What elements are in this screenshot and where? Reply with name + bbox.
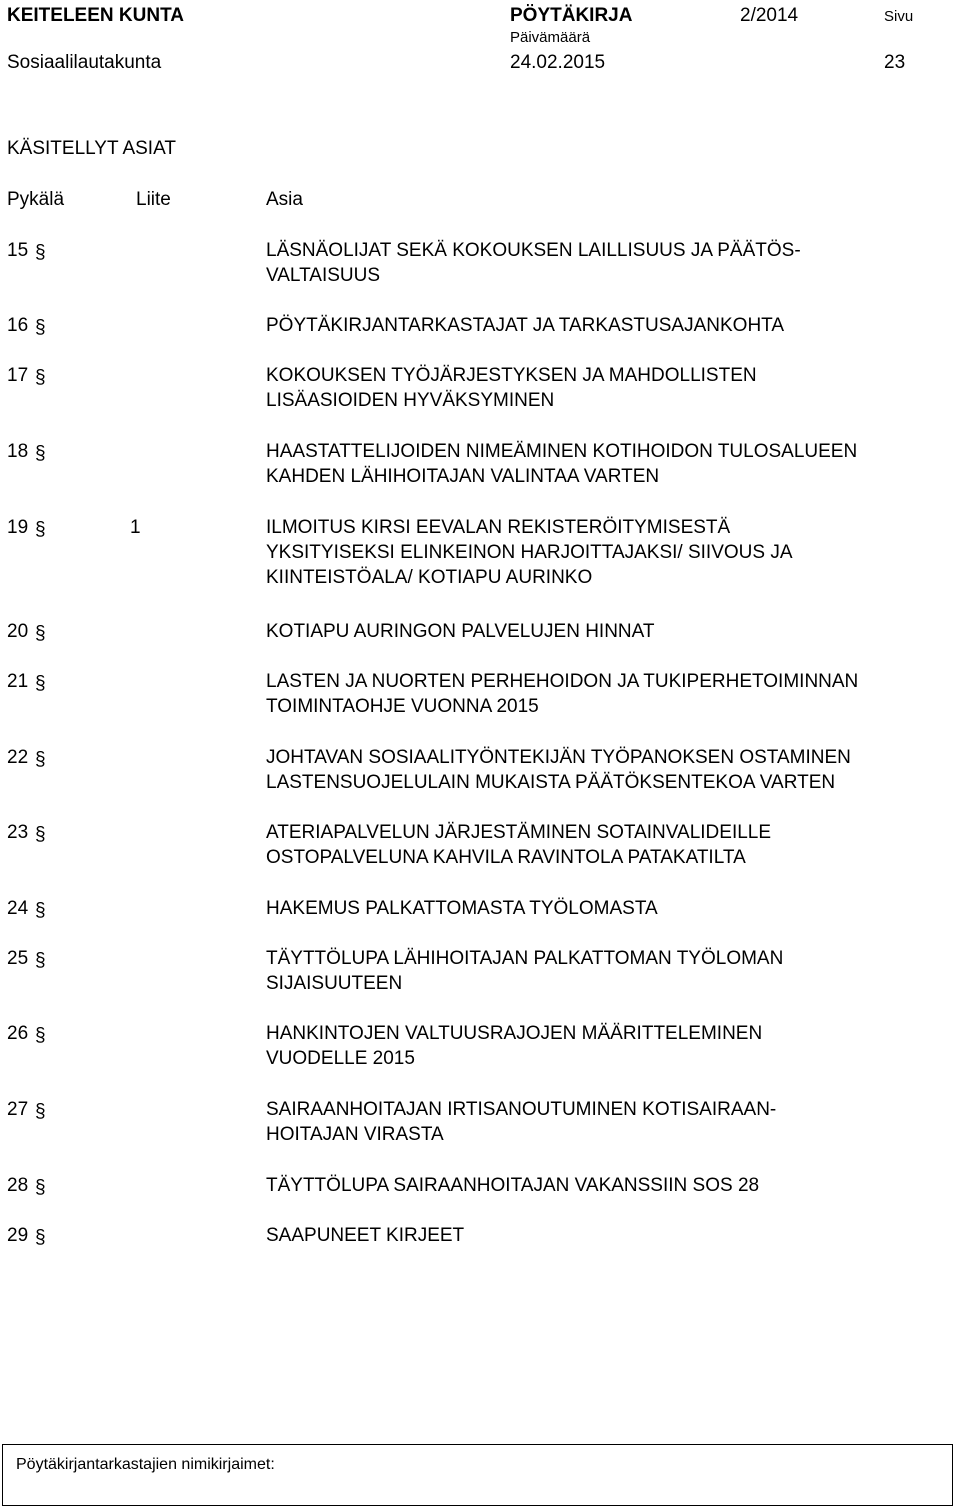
section-symbol: § <box>35 900 46 921</box>
page-label: Sivu <box>884 8 914 25</box>
paragraph-number: 26 <box>7 1023 29 1044</box>
attachment-number: 1 <box>130 517 141 538</box>
section-symbol: § <box>35 623 46 644</box>
section-symbol: § <box>35 1025 46 1046</box>
section-symbol: § <box>35 317 46 338</box>
section-title: KÄSITELLYT ASIAT <box>7 138 176 159</box>
section-symbol: § <box>35 1101 46 1122</box>
initials-box <box>2 1444 953 1506</box>
section-symbol: § <box>35 519 46 540</box>
item-title: LÄSNÄOLIJAT SEKÄ KOKOUKSEN LAILLISUUS JA PÄÄTÖS- VALTAISUUS <box>266 240 801 286</box>
paragraph-number: 20 <box>7 621 29 642</box>
paragraph-number: 15 <box>7 240 29 261</box>
paragraph-number: 17 <box>7 365 29 386</box>
column-paragraph: Pykälä <box>7 189 65 210</box>
paragraph-number: 16 <box>7 315 29 336</box>
document-number: 2/2014 <box>740 5 799 26</box>
section-symbol: § <box>35 443 46 464</box>
item-title: ILMOITUS KIRSI EEVALAN REKISTERÖITYMISESTÄ YKSITYISEKSI ELINKEINON HARJOITTAJAKSI/ SIIVOUS JA KIINTEISTÖALA/ KOTIAPU AURINKO <box>266 517 793 588</box>
item-title: ATERIAPALVELUN JÄRJESTÄMINEN SOTAINVALIDEILLE OSTOPALVELUNA KAHVILA RAVINTOLA PATAKATILTA <box>266 822 772 868</box>
paragraph-number: 22 <box>7 747 29 768</box>
paragraph-number: 21 <box>7 671 29 692</box>
date-label: Päivämäärä <box>510 29 591 46</box>
municipality-name: KEITELEEN KUNTA <box>7 5 184 26</box>
column-subject: Asia <box>266 189 303 210</box>
item-title: TÄYTTÖLUPA LÄHIHOITAJAN PALKATTOMAN TYÖLOMAN SIJAISUUTEEN <box>266 948 784 994</box>
section-symbol: § <box>35 367 46 388</box>
item-title: TÄYTTÖLUPA SAIRAANHOITAJAN VAKANSSIIN SOS 28 <box>266 1175 760 1196</box>
paragraph-number: 24 <box>7 898 29 919</box>
paragraph-number: 25 <box>7 948 29 969</box>
document-type: PÖYTÄKIRJA <box>510 5 633 26</box>
section-symbol: § <box>35 242 46 263</box>
section-symbol: § <box>35 673 46 694</box>
paragraph-number: 29 <box>7 1225 29 1246</box>
item-title: LASTEN JA NUORTEN PERHEHOIDON JA TUKIPERHETOIMINNAN TOIMINTAOHJE VUONNA 2015 <box>266 671 859 717</box>
page-number: 23 <box>884 52 906 73</box>
item-title: PÖYTÄKIRJANTARKASTAJAT JA TARKASTUSAJANKOHTA <box>266 315 785 336</box>
paragraph-number: 18 <box>7 441 29 462</box>
item-title: HANKINTOJEN VALTUUSRAJOJEN MÄÄRITTELEMINEN VUODELLE 2015 <box>266 1023 763 1069</box>
item-title: KOTIAPU AURINGON PALVELUJEN HINNAT <box>266 621 655 642</box>
item-title: SAIRAANHOITAJAN IRTISANOUTUMINEN KOTISAIRAAN- HOITAJAN VIRASTA <box>266 1099 777 1145</box>
column-attachment: Liite <box>136 189 171 210</box>
paragraph-number: 19 <box>7 517 29 538</box>
body-name: Sosiaalilautakunta <box>7 52 162 73</box>
initials-label: Pöytäkirjantarkastajien nimikirjaimet: <box>16 1456 275 1473</box>
paragraph-number: 23 <box>7 822 29 843</box>
section-symbol: § <box>35 1177 46 1198</box>
item-title: SAAPUNEET KIRJEET <box>266 1225 465 1246</box>
paragraph-number: 28 <box>7 1175 29 1196</box>
section-symbol: § <box>35 749 46 770</box>
item-title: HAKEMUS PALKATTOMASTA TYÖLOMASTA <box>266 898 658 919</box>
section-symbol: § <box>35 824 46 845</box>
item-title: HAASTATTELIJOIDEN NIMEÄMINEN KOTIHOIDON TULOSALUEEN KAHDEN LÄHIHOITAJAN VALINTAA VARTEN <box>266 441 858 487</box>
item-title: KOKOUKSEN TYÖJÄRJESTYKSEN JA MAHDOLLISTEN LISÄASIOIDEN HYVÄKSYMINEN <box>266 365 757 411</box>
meeting-date: 24.02.2015 <box>510 52 606 73</box>
section-symbol: § <box>35 1227 46 1248</box>
paragraph-number: 27 <box>7 1099 29 1120</box>
item-title: JOHTAVAN SOSIAALITYÖNTEKIJÄN TYÖPANOKSEN OSTAMINEN LASTENSUOJELULAIN MUKAISTA PÄÄTÖKSENTEKOA VARTEN <box>266 747 851 793</box>
section-symbol: § <box>35 950 46 971</box>
